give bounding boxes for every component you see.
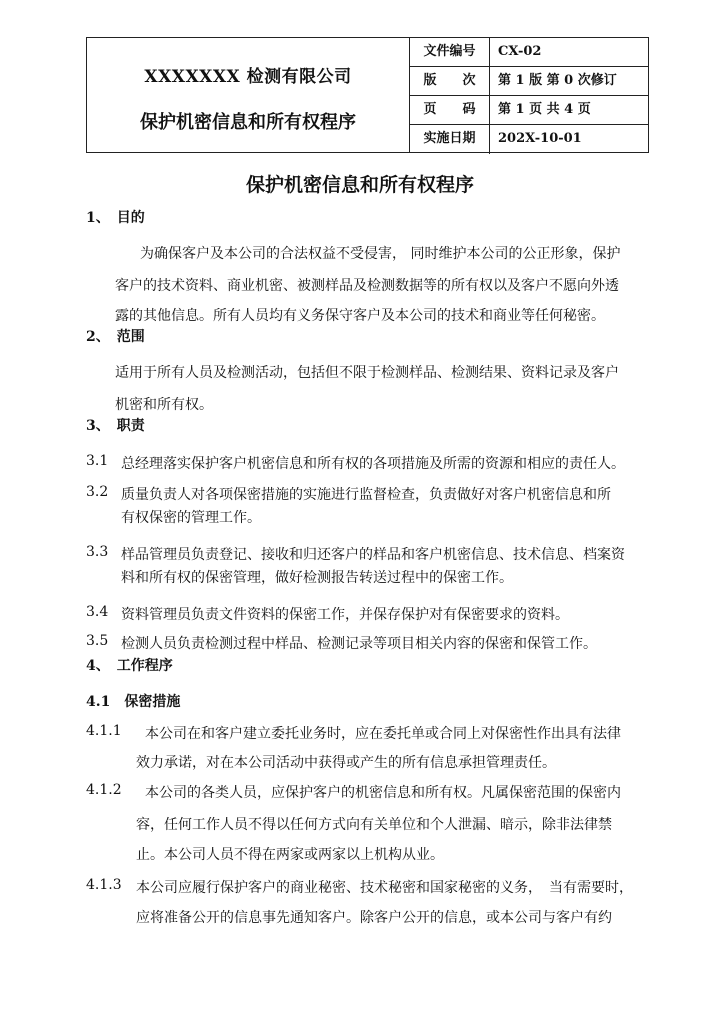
item-line: 本公司的各类人员，应保护客户的机密信息和所有权。凡属保密范围的保密内 <box>145 785 621 801</box>
document-title: 保护机密信息和所有权程序 <box>245 174 474 196</box>
section-4-heading: 4、 工作程序 <box>86 658 173 674</box>
item-line: 资料管理员负责文件资料的保密工作，并保存保护对有保密要求的资料。 <box>121 607 569 623</box>
item-line: 总经理落实保护客户机密信息和所有权的各项措施及所需的资源和相应的责任人。 <box>121 456 625 472</box>
item-line: 料和所有权的保密管理，做好检测报告转送过程中的保密工作。 <box>121 570 513 586</box>
item-line: 质量负责人对各项保密措施的实施进行监督检查，负责做好对客户机密信息和所 <box>121 487 611 503</box>
header-left-cell <box>87 38 410 152</box>
item-line: 样品管理员负责登记、接收和归还客户的样品和客户机密信息、技术信息、档案资 <box>121 547 625 563</box>
paragraph-line: 为确保客户及本公司的合法权益不受侵害， 同时维护本公司的公正形象，保护 <box>140 246 621 262</box>
header-label: 页 码 <box>410 96 490 124</box>
item-number: 3.2 <box>86 484 109 500</box>
header-value: 第 1 页 共 4 页 <box>498 102 591 117</box>
item-number: 4.1.2 <box>86 782 122 798</box>
item-line: 本公司在和客户建立委托业务时，应在委托单或合同上对保密性作出具有法律 <box>145 726 621 742</box>
paragraph-line: 适用于所有人员及检测活动，包括但不限于检测样品、检测结果、资料记录及客户 <box>115 365 619 381</box>
header-row-file-number <box>410 38 648 67</box>
item-number: 3.4 <box>86 604 109 620</box>
header-row-edition <box>410 67 648 96</box>
item-line: 止。本公司人员不得在两家或两家以上机构从业。 <box>136 847 444 863</box>
item-line: 容，任何工作人员不得以任何方式向有关单位和个人泄漏、暗示，除非法律禁 <box>136 817 612 833</box>
paragraph-line: 客户的技术资料、商业机密、被测样品及检测数据等的所有权以及客户不愿向外透 <box>115 278 619 294</box>
header-label: 文件编号 <box>410 38 490 66</box>
header-document-title: 保护机密信息和所有权程序 <box>140 112 356 133</box>
section-1-heading: 1、 目的 <box>86 210 145 226</box>
document-header-table <box>86 37 649 153</box>
paragraph-line: 机密和所有权。 <box>115 397 213 413</box>
item-line: 本公司应履行保护客户的商业秘密、技术秘密和国家秘密的义务， 当有需要时， <box>136 880 633 896</box>
subsection-4-1-heading: 4.1 保密措施 <box>86 694 181 710</box>
header-value: 202X-10-01 <box>498 131 582 146</box>
item-line: 检测人员负责检测过程中样品、检测记录等项目相关内容的保密和保管工作。 <box>121 636 597 652</box>
section-3-heading: 3、 职责 <box>86 418 145 434</box>
item-line: 应将准备公开的信息事先通知客户。除客户公开的信息，或本公司与客户有约 <box>136 910 612 926</box>
header-label: 实施日期 <box>410 125 490 154</box>
header-row-page <box>410 96 648 125</box>
header-label: 版 次 <box>410 67 490 95</box>
item-number: 3.5 <box>86 633 109 649</box>
header-value: 第 1 版 第 0 次修订 <box>498 73 617 88</box>
item-number: 3.3 <box>86 544 109 560</box>
header-row-effective-date <box>410 125 648 154</box>
paragraph-line: 露的其他信息。所有人员均有义务保守客户及本公司的技术和商业等任何秘密。 <box>115 308 605 324</box>
section-2-heading: 2、 范围 <box>86 329 145 345</box>
header-value: CX-02 <box>498 44 542 59</box>
item-number: 3.1 <box>86 453 109 469</box>
item-number: 4.1.3 <box>86 877 122 893</box>
item-line: 有权保密的管理工作。 <box>121 510 261 526</box>
item-line: 效力承诺，对在本公司活动中获得或产生的所有信息承担管理责任。 <box>136 755 556 771</box>
item-number: 4.1.1 <box>86 723 122 739</box>
company-name: XXXXXXX 检测有限公司 <box>144 67 352 87</box>
